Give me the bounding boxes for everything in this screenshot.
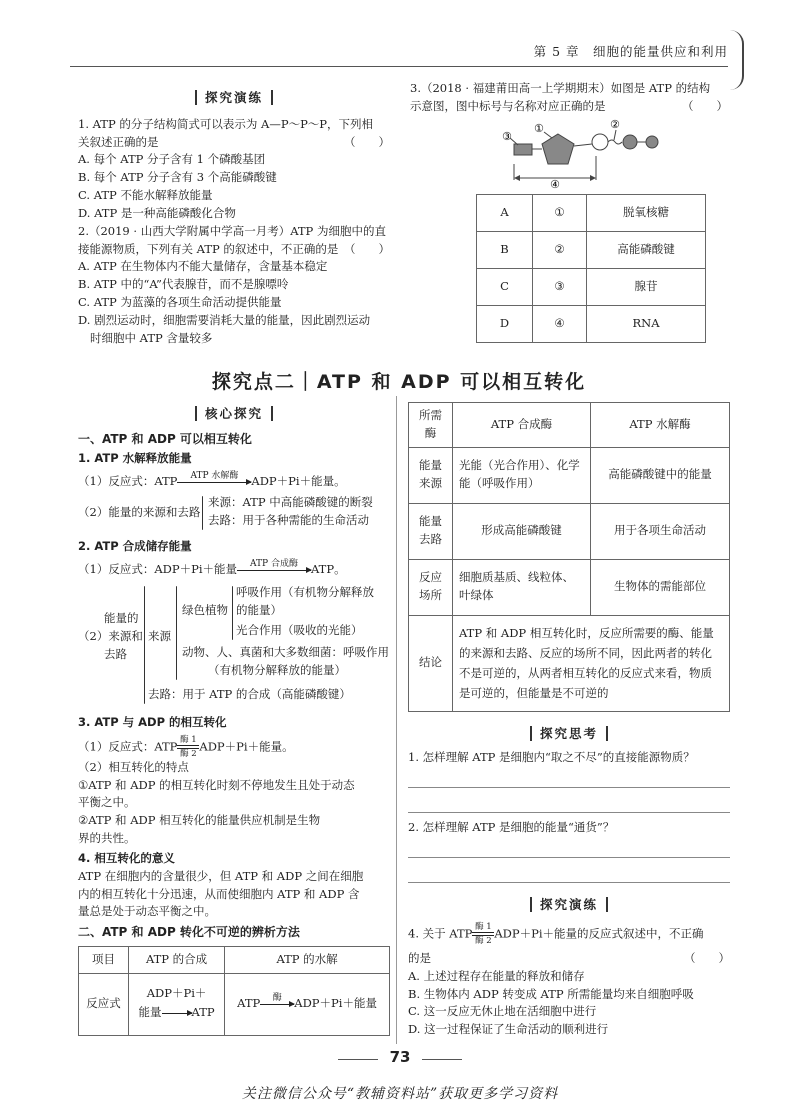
answer-line — [408, 857, 730, 858]
page-number-area — [0, 1046, 800, 1069]
hydrolysis-equation: （1）反应式：ATP ATP 水解酶 ADP＋Pi＋能量。 — [78, 471, 346, 489]
table-row: C ③ 腺苷 — [477, 269, 706, 306]
q3-options-table — [476, 194, 706, 343]
core-inquiry-column: 核心探究 一、ATP 和 ADP 可以相互转化 1. ATP 水解释放能量 （1）反应式：ATP ATP 水解酶 ADP＋Pi＋能量。 （2）能量的来源和去路 来源：ATP 中高能磷酸键的断裂 去路：用于各种需能的生命活动 2. ATP 合成储存能量 （1）反应式：ADP＋Pi＋能量 ATP 合成酶 ATP。 能量的 （2）来源和 去路 来源 绿色植物 呼吸作用（有机物分解释放 的能量） 光合作用（吸收的光能） 动物、人、真菌和大多数细菌：呼吸作用 （有机物分解释放的能量） 去路：用于 ATP 的合成（高能磷酸键） 3. ATP 与 ADP 的相互转化 （1）反应式：ATP 酶 1 酶 2 ADP＋Pi＋能量。 （2）相互转化的特点 ①ATP 和 ADP 的相互转化时刻不停地发生且处于动态 平衡之中。 ②ATP 和 ADP 相互转化的能量供应机制是生物 界的共性。 4. 相互转化的意义 ATP 在细胞内的含量很少，但 ATP 和 ADP 之间在细胞 内的相互转化十分迅速，从而使细胞内 ATP 和 ADP 含 量总是处于动态平衡之中。 二、ATP 和 ADP 转化不可逆的辨析方法 项目 ATP 的合成 ATP 的水解 反应式 ADP＋Pi＋ 能量 ATP ATP 酶 ADP＋Pi＋能量 — [78, 406, 390, 1036]
subheading-3: 3. ATP 与 ADP 的相互转化 — [78, 715, 227, 730]
page-corner-decoration — [730, 30, 744, 90]
think-question-2: 2. 怎样理解 ATP 是细胞的能量“通货”？ — [408, 820, 615, 835]
energy-source-synthesis: 能量的 （2）来源和 去路 来源 绿色植物 呼吸作用（有机物分解释放 的能量） 光合作用（吸收的光能） 动物、人、真菌和大多数细菌：呼吸作用 （有机物分解释放的能量） 去路：用于 ATP 的合成（高能磷酸键） — [78, 584, 390, 710]
answer-line — [408, 787, 730, 788]
reversibility-table — [78, 946, 390, 1036]
table-row: B ② 高能磷酸键 — [477, 232, 706, 269]
table-row: 结论 ATP 和 ADP 相互转化时，反应所需要的酶、能量的来源和去路、反应的场所不同，因此两者的转化不是可逆的，从两者相互转化的反应式来看，物质是可逆的，但能量是不可逆的 — [409, 615, 730, 711]
q2-option-a: A. ATP 在生物体内不能大量储存，含量基本稳定 — [78, 259, 328, 274]
label-2: ② — [610, 118, 620, 131]
q4-option-a: A. 上述过程存在能量的释放和储存 — [408, 968, 585, 983]
question-1: 1. ATP 的分子结构简式可以表示为 A—P～P～P，下列相 关叙述正确的是 （ ） A. 每个 ATP 分子含有 1 个磷酸基团 B. 每个 ATP 分子含有 3 个高能磷酸键 C. ATP 不能水解释放能量 D. ATP 是一种高能磷酸化合物 — [78, 116, 390, 223]
question-2: 2.（2019 · 山西大学附属中学高一月考）ATP 为细胞中的直 接能源物质，下列有关 ATP 的叙述中，不正确的是 （ ） A. ATP 在生物体内不能大量储存，含量基本稳定 B. ATP 中的“A”代表腺苷，而不是腺嘌呤 C. ATP 为蓝藻的各项生命活动提供能量 D. 剧烈运动时，细胞需要消耗大量的能量，因此剧烈运动 时细胞中 ATP 含量较多 — [78, 223, 390, 345]
page-number: 73 — [389, 1048, 411, 1066]
answer-line — [408, 882, 730, 883]
q4-option-c: C. 这一反应无休止地在活细胞中进行 — [408, 1004, 597, 1019]
q2-option-b: B. ATP 中的“A”代表腺苷，而不是腺嘌呤 — [78, 277, 289, 292]
synthesis-equation: （1）反应式：ADP＋Pi＋能量 ATP 合成酶 ATP。 — [78, 559, 346, 577]
phosphate-3 — [646, 136, 658, 148]
q1-option-b: B. 每个 ATP 分子含有 3 个高能磷酸键 — [78, 170, 277, 185]
exercise-heading: 探究演练 — [195, 90, 273, 105]
left-top-exercises — [78, 90, 390, 347]
heading-1: 一、ATP 和 ADP 可以相互转化 — [78, 431, 252, 446]
table-row: 所需酶 ATP 合成酶 ATP 水解酶 — [409, 403, 730, 448]
table-row: D ④ RNA — [477, 306, 706, 343]
question-4: 4. 关于 ATP 酶 1 酶 2 ADP＋Pi＋能量的反应式叙述中，不正确 — [408, 921, 704, 947]
energy-source-hydrolysis: （2）能量的来源和去路 来源：ATP 中高能磷酸键的断裂 去路：用于各种需能的生命活动 — [78, 494, 390, 534]
section-title: 探究点二｜ATP 和 ADP 可以相互转化 — [211, 371, 587, 393]
chapter-header: 第 5 章 细胞的能量供应和利用 — [533, 44, 728, 59]
phosphate-2 — [623, 135, 637, 149]
footer-note: 关注微信公众号“教辅资料站”获取更多学习资料 — [241, 1086, 559, 1102]
label-3: ③ — [502, 130, 512, 143]
reversible-equation: （1）反应式：ATP 酶 1 酶 2 ADP＋Pi＋能量。 — [78, 734, 294, 760]
table-row: 反应式 ADP＋Pi＋ 能量 ATP ATP 酶 ADP＋Pi＋能量 — [79, 973, 390, 1035]
ribose-pentagon — [542, 134, 574, 164]
subheading-2: 2. ATP 合成储存能量 — [78, 539, 192, 554]
q1-option-a: A. 每个 ATP 分子含有 1 个磷酸基团 — [78, 152, 266, 167]
label-1: ① — [534, 122, 544, 135]
core-heading: 核心探究 — [195, 406, 273, 421]
q1-option-c: C. ATP 不能水解释放能量 — [78, 188, 213, 203]
adenine-block — [514, 144, 532, 155]
column-divider — [396, 396, 397, 1044]
q4-option-b: B. 生物体内 ADP 转变成 ATP 所需能量均来自细胞呼吸 — [408, 986, 694, 1001]
table-row: 反应场所 细胞质基质、线粒体、叶绿体 生物体的需能部位 — [409, 559, 730, 615]
table-row: 能量来源 光能（光合作用）、化学能（呼吸作用） 高能磷酸键中的能量 — [409, 447, 730, 503]
right-column: 所需酶 ATP 合成酶 ATP 水解酶 能量来源 光能（光合作用）、化学能（呼吸作用） 高能磷酸键中的能量 能量去路 形成高能磷酸键 用于各项生命活动 反应场所 细胞质基质、线粒体、叶绿体 生物体的需能部位 结论 ATP 和 ADP 相互转化时，反应所需要的酶、能量的来源和去路、反应的场所不同，因此两者的转化不是可逆的，从两者相互转化的反应式来看，物质是可逆的，但能量是不可逆的 探究思考 1. 怎样理解 ATP 是细胞内“取之不尽”的直接能源物质？ 2. 怎样理解 ATP 是细胞的能量“通货”？ 探究演练 4. 关于 ATP 酶 1 酶 2 ADP＋Pi＋能量的反应式叙述中，不正确 的是 （ ） A. 上述过程存在能量的释放和储存 B. 生物体内 ADP 转变成 ATP 所需能量均来自细胞呼吸 C. 这一反应无休止地在活细胞中进行 D. 这一过程保证了生命活动的顺利进行 — [408, 402, 730, 1039]
header-rule — [70, 66, 728, 67]
table-row: 能量去路 形成高能磷酸键 用于各项生命活动 — [409, 503, 730, 559]
comparison-table — [408, 402, 730, 712]
atp-structure-diagram — [470, 118, 670, 190]
q1-option-d: D. ATP 是一种高能磷酸化合物 — [78, 205, 236, 220]
q4-option-d: D. 这一过程保证了生命活动的顺利进行 — [408, 1022, 609, 1037]
q2-option-c: C. ATP 为蓝藻的各项生命活动提供能量 — [78, 294, 282, 309]
drill-heading: 探究演练 — [530, 897, 608, 912]
answer-line — [408, 812, 730, 813]
subheading-4: 4. 相互转化的意义 — [78, 850, 175, 865]
subheading-1: 1. ATP 水解释放能量 — [78, 451, 192, 466]
question-3: 3.（2018 · 福建莆田高一上学期期末）如图是 ATP 的结构 示意图，图中标号与名称对应正确的是 （ ） — [410, 81, 728, 113]
q2-option-d: D. 剧烈运动时，细胞需要消耗大量的能量，因此剧烈运动 — [78, 312, 371, 327]
heading-2: 二、ATP 和 ADP 转化不可逆的辨析方法 — [78, 925, 300, 940]
table-row: 项目 ATP 的合成 ATP 的水解 — [79, 946, 390, 973]
think-question-1: 1. 怎样理解 ATP 是细胞内“取之不尽”的直接能源物质？ — [408, 750, 695, 765]
table-row: A ① 脱氧核糖 — [477, 195, 706, 232]
label-4: ④ — [550, 178, 560, 190]
phosphate-1 — [592, 134, 608, 150]
think-heading: 探究思考 — [530, 726, 608, 741]
